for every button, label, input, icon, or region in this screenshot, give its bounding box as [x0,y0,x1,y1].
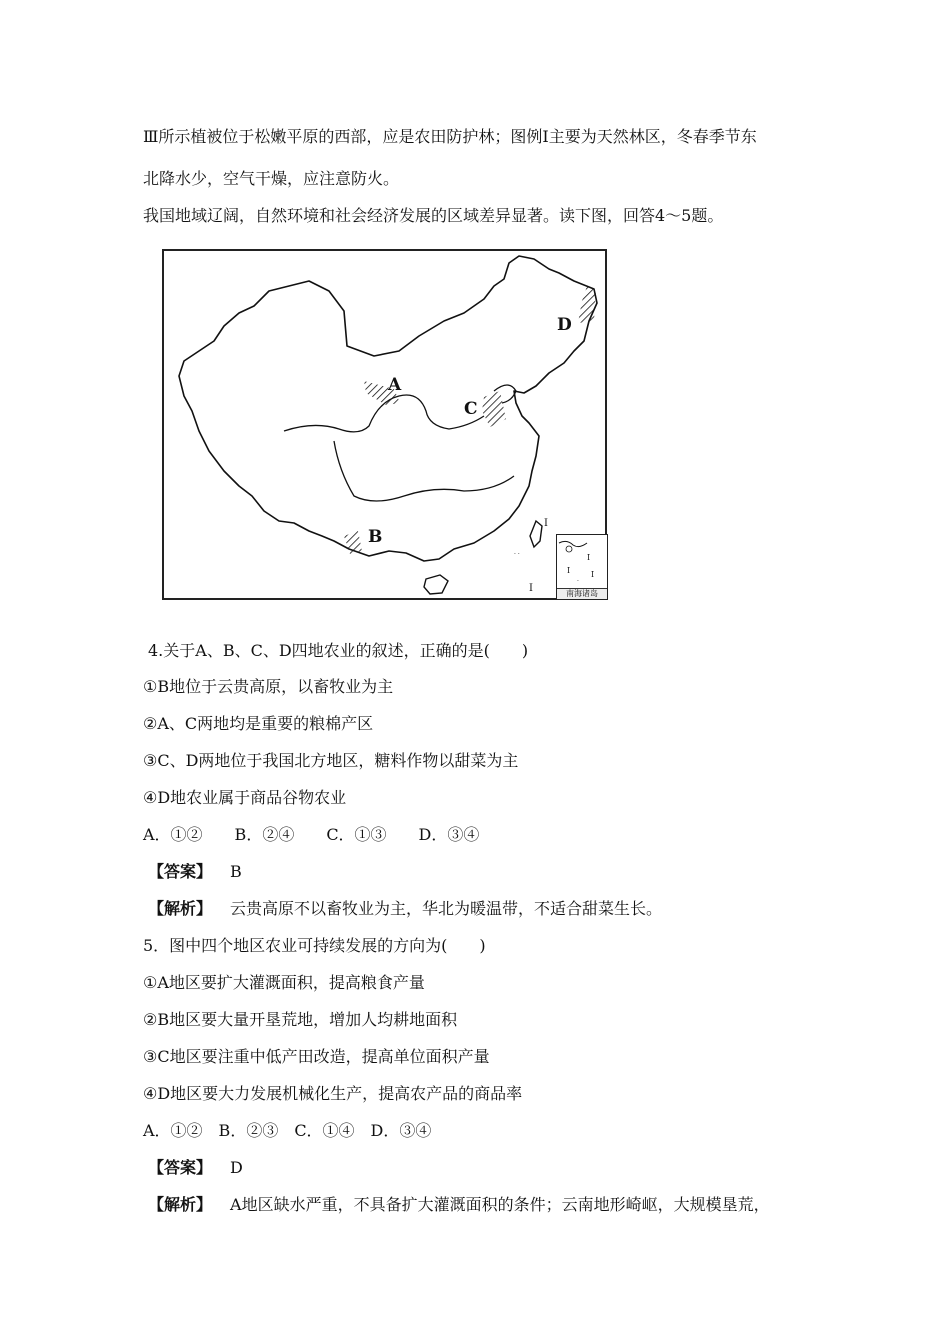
svg-text:·: · [577,578,579,585]
q5-stem: 5．图中四个地区农业可持续发展的方向为( ) [143,936,486,955]
q4-stem: 4.关于A、B、C、D四地农业的叙述，正确的是( ) [148,641,529,660]
svg-text:I: I [544,518,548,529]
svg-text:I: I [567,566,571,575]
q5-option-4: ④D地区要大力发展机械化生产，提高农产品的商品率 [143,1084,523,1103]
q5-choices: A．①② B．②③ C．①④ D．③④ [143,1121,432,1140]
label-c: C [464,399,478,419]
q4-option-4: ④D地农业属于商品谷物农业 [143,788,347,807]
paragraph-line-1: Ⅲ所示植被位于松嫩平原的西部，应是农田防护林；图例Ⅰ主要为天然林区，冬春季节东 [143,127,757,146]
svg-text:I: I [587,553,591,562]
hainan-island [424,575,448,594]
label-d: D [557,315,572,335]
q5-analysis-text: A地区缺水严重，不具备扩大灌溉面积的条件；云南地形崎岖，大规模垦荒， [230,1195,770,1214]
q4-answer [148,862,242,882]
intro-text: 我国地域辽阔，自然环境和社会经济发展的区域差异显著。读下图，回答4～5题。 [143,206,724,225]
q5-option-3: ③C地区要注重中低产田改造，提高单位面积产量 [143,1047,490,1066]
q4-answer-value: B [230,862,242,881]
q5-answer-value: D [230,1158,243,1177]
map-drawing [164,251,605,598]
svg-text:I: I [529,583,533,594]
china-map [162,249,607,600]
china-outline [179,256,597,561]
q5-option-2: ②B地区要大量开垦荒地，增加人均耕地面积 [143,1010,458,1029]
q4-choices: A．①② B．②④ C．①③ D．③④ [143,825,480,844]
label-b: B [368,527,383,547]
svg-text:I: I [591,570,595,579]
svg-text:· ·: · · [514,551,520,558]
paragraph-line-2: 北降水少，空气干燥，应注意防火。 [143,169,400,188]
q4-analysis-text: 云贵高原不以畜牧业为主，华北为暖温带，不适合甜菜生长。 [230,899,663,918]
q4-option-1: ①B地位于云贵高原，以畜牧业为主 [143,677,394,696]
south-china-sea-inset [556,534,608,600]
q5-analysis [148,1195,770,1215]
taiwan-island [530,521,542,547]
q4-option-3: ③C、D两地位于我国北方地区，糖料作物以甜菜为主 [143,751,519,770]
q4-analysis-tag: 【解析】 [148,899,213,918]
q5-analysis-tag: 【解析】 [148,1195,213,1214]
q4-analysis [148,899,662,919]
label-a: A [388,375,402,395]
q5-option-1: ①A地区要扩大灌溉面积，提高粮食产量 [143,973,425,992]
q5-answer-tag: 【答案】 [148,1158,213,1177]
q4-answer-tag: 【答案】 [148,862,213,881]
q5-answer [148,1158,243,1178]
inset-caption: 南海诸岛 [557,588,607,599]
inset-drawing [557,535,606,589]
q4-option-2: ②A、C两地均是重要的粮棉产区 [143,714,374,733]
